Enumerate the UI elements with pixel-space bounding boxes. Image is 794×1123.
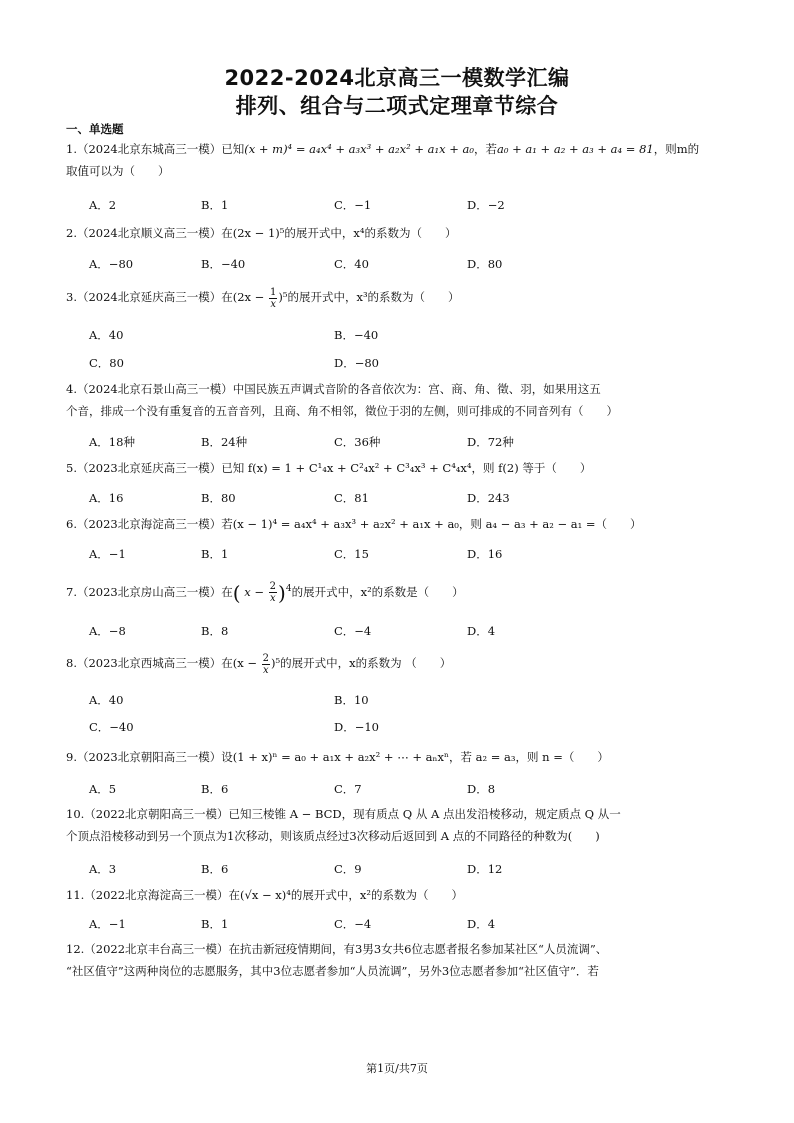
question-7-var: x − — [240, 584, 268, 599]
option-c: C．−4 — [334, 917, 372, 931]
option-a: A．−1 — [89, 547, 126, 561]
question-9-stem: 9.（2023北京朝阳高三一模）设(1 + x)ⁿ = a₀ + a₁x + a₂x² + ⋯ + aₙxⁿ，若 a₂ = a₃，则 n =（ ） — [66, 750, 609, 764]
option-b: B．6 — [201, 782, 229, 796]
option-d: D．80 — [467, 257, 503, 271]
option-a: A．3 — [89, 862, 117, 876]
option-c: C．−40 — [89, 720, 134, 734]
option-b: B．8 — [201, 624, 229, 638]
option-c: C．9 — [334, 862, 362, 876]
page-footer: 第1页/共7页 — [366, 1062, 428, 1075]
question-7-exponent: 4 — [285, 584, 292, 594]
question-8 — [66, 652, 730, 676]
option-c: C．80 — [89, 356, 124, 370]
option-a: A．−80 — [89, 257, 134, 271]
question-3-stem-end: )⁵的展开式中，x³的系数为（ ） — [278, 290, 460, 304]
question-2-options — [89, 256, 689, 274]
question-1-stem-mid: ，若 — [474, 142, 498, 156]
option-d: D．4 — [467, 917, 496, 931]
question-3-stem-start: 3.（2024北京延庆高三一模）在(2x − — [66, 290, 265, 304]
option-b: B．1 — [201, 917, 229, 931]
question-9-options — [89, 781, 689, 799]
option-a: A．40 — [89, 328, 124, 342]
question-5-options — [89, 490, 689, 508]
question-8-stem-end: )⁵的展开式中，x的系数为 （ ） — [271, 656, 452, 670]
question-8-options-row1 — [89, 692, 689, 710]
question-1-expression: (x + m)⁴ = a₄x⁴ + a₃x³ + a₂x² + a₁x + a₀ — [244, 142, 475, 156]
question-3-options-row2 — [89, 355, 689, 373]
question-10-line2: 个顶点沿棱移动到另一个顶点为1次移动，则该质点经过3次移动后返回到 A 点的不同路径的种数为( ) — [66, 829, 600, 843]
question-1-options — [89, 197, 689, 215]
question-6-stem: 6.（2023北京海淀高三一模）若(x − 1)⁴ = a₄x⁴ + a₃x³ + a₂x² + a₁x + a₀，则 a₄ − a₃ + a₂ − a₁ =（ ） — [66, 517, 642, 531]
question-7-fraction: $\frac{2}{x}$ — [269, 581, 277, 605]
question-7-stem-start: 7.（2023北京房山高三一模）在 — [66, 584, 233, 599]
option-b: B．24种 — [201, 435, 248, 449]
option-a: A．18种 — [89, 435, 135, 449]
option-b: B．10 — [334, 693, 369, 707]
question-11-stem: 11.（2022北京海淀高三一模）在(√x − x)⁴的展开式中，x²的系数为（ ） — [66, 888, 463, 902]
question-5 — [66, 457, 730, 479]
question-4-line2: 个音，排成一个没有重复音的五音音列，且商、角不相邻，徵位于羽的左侧，则可排成的不同音列有（ ） — [66, 404, 618, 418]
question-8-options-row2 — [89, 719, 689, 737]
option-c: C．−4 — [334, 624, 372, 638]
question-10-options — [89, 861, 689, 879]
left-paren: ( — [232, 580, 241, 605]
question-6 — [66, 513, 730, 535]
question-1 — [66, 138, 730, 182]
question-8-stem-start: 8.（2023北京西城高三一模）在(x − — [66, 656, 258, 670]
option-a: A．5 — [89, 782, 117, 796]
question-12-line1: 12.（2022北京丰台高三一模）在抗击新冠疫情期间，有3男3女共6位志愿者报名参加某社区“人员流调”、 — [66, 942, 608, 956]
option-a: A．16 — [89, 491, 124, 505]
option-c: C．15 — [334, 547, 369, 561]
option-d: D．72种 — [467, 435, 514, 449]
option-d: D．−10 — [334, 720, 379, 734]
document-title: 2022-2024北京高三一模数学汇编 — [224, 66, 570, 90]
option-a: A．40 — [89, 693, 124, 707]
question-12-line2: “社区值守”这两种岗位的志愿服务，其中3位志愿者参加“人员流调”，另外3位志愿者参加“社区值守”．若 — [66, 964, 599, 978]
option-b: B．80 — [201, 491, 236, 505]
option-d: D．−80 — [334, 356, 379, 370]
option-b: B．−40 — [201, 257, 246, 271]
question-1-stem-start: 1.（2024北京东城高三一模）已知 — [66, 142, 245, 156]
question-7-stem-end: 的展开式中，x²的系数是（ ） — [291, 584, 464, 599]
option-d: D．8 — [467, 782, 496, 796]
question-4 — [66, 378, 730, 422]
question-11 — [66, 884, 730, 906]
question-7 — [66, 578, 730, 604]
question-12 — [66, 938, 730, 982]
option-d: D．12 — [467, 862, 503, 876]
question-7-options — [89, 623, 689, 641]
question-10 — [66, 803, 730, 847]
question-1-stem-end: ，则m的 — [653, 142, 700, 156]
option-b: B．−40 — [334, 328, 379, 342]
question-10-line1: 10.（2022北京朝阳高三一模）已知三棱锥 A − BCD，现有质点 Q 从 A 点出发沿棱移动，规定质点 Q 从一 — [66, 807, 621, 821]
option-b: B．1 — [201, 198, 229, 212]
option-b: B．1 — [201, 547, 229, 561]
option-d: D．−2 — [467, 198, 505, 212]
question-9 — [66, 746, 730, 768]
option-c: C．81 — [334, 491, 369, 505]
question-2 — [66, 222, 730, 244]
option-c: C．36种 — [334, 435, 381, 449]
option-a: A．2 — [89, 198, 117, 212]
option-a: A．−8 — [89, 624, 126, 638]
section-heading: 一、单选题 — [66, 122, 124, 136]
option-a: A．−1 — [89, 917, 126, 931]
question-4-options — [89, 434, 689, 452]
question-4-line1: 4.（2024北京石景山高三一模）中国民族五声调式音阶的各音依次为：宫、商、角、徵、羽，如果用这五 — [66, 382, 601, 396]
option-d: D．16 — [467, 547, 503, 561]
option-c: C．7 — [334, 782, 362, 796]
question-3 — [66, 286, 730, 310]
option-c: C．−1 — [334, 198, 372, 212]
option-d: D．243 — [467, 491, 510, 505]
question-1-line2: 取值可以为（ ） — [66, 164, 170, 178]
option-b: B．6 — [201, 862, 229, 876]
option-c: C．40 — [334, 257, 369, 271]
question-2-stem: 2.（2024北京顺义高三一模）在(2x − 1)⁵的展开式中，x⁴的系数为（ ） — [66, 226, 457, 240]
question-5-stem: 5.（2023北京延庆高三一模）已知 f(x) = 1 + C¹₄x + C²₄x² + C³₄x³ + C⁴₄x⁴，则 f(2) 等于（ ） — [66, 461, 592, 475]
question-8-fraction: $\frac{2}{x}$ — [262, 652, 270, 676]
option-d: D．4 — [467, 624, 496, 638]
right-paren: ) — [278, 580, 286, 605]
question-3-options-row1 — [89, 327, 689, 345]
question-1-condition: a₀ + a₁ + a₂ + a₃ + a₄ = 81 — [497, 142, 654, 156]
question-3-fraction: $\frac{1}{x}$ — [269, 286, 277, 310]
document-subtitle: 排列、组合与二项式定理章节综合 — [235, 94, 559, 118]
question-6-options — [89, 546, 689, 564]
question-11-options — [89, 916, 689, 934]
